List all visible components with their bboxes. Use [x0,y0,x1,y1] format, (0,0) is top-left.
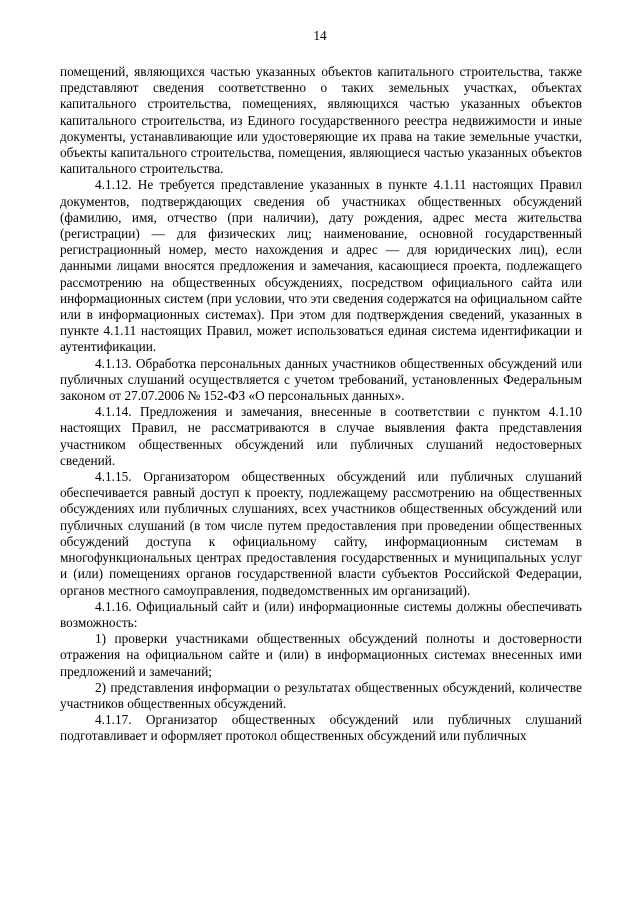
paragraph-4-1-16: 4.1.16. Официальный сайт и (или) информационные системы должны обеспечивать возможность: [60,598,582,630]
list-item-2: 2) представления информации о результатах общественных обсуждений, количестве участников общественных обсуждений. [60,679,582,711]
list-item-1: 1) проверки участниками общественных обсуждений полноты и достоверности отражения на официальном сайте и (или) в информационных системах внесенных ими предложений и замечаний; [60,631,582,679]
document-body [60,64,582,745]
paragraph-4-1-14: 4.1.14. Предложения и замечания, внесенные в соответствии с пунктом 4.1.10 настоящих Правил, не рассматриваются в случае выявления факта представления участником общественных обсуждений или публичных слушаний недостоверных сведений. [60,404,582,468]
page-number: 14 [313,28,327,43]
paragraph-4-1-12: 4.1.12. Не требуется представление указанных в пункте 4.1.11 настоящих Правил документов, подтверждающих сведения об участниках общественных обсуждений (фамилию, имя, отчество (при наличии), дату рождения, адрес места жительства (регистрации) — для физических лиц; наименование, основной государственный регистрационный номер, место нахождения и адрес — для юридических лиц), если данными лицами вносятся предложения и замечания, касающиеся проекта, подлежащего рассмотрению на общественных обсуждениях, посредством официального сайта или информационных систем (при условии, что эти сведения содержатся на официальном сайте или в информационных системах). При этом для подтверждения сведений, указанных в пункте 4.1.11 настоящих Правил, может использоваться единая система идентификации и аутентификации. [60,177,582,355]
paragraph-continuation: помещений, являющихся частью указанных объектов капитального строительства, также представляют сведения соответственно о таких земельных участках, объектах капитального строительства, помещениях, являющихся частью указанных объектов капитального строительства, из Единого государственного реестра недвижимости и иные документы, устанавливающие или удостоверяющие их права на такие земельные участки, объекты капитального строительства, помещения, являющиеся частью указанных объектов капитального строительства. [60,64,582,177]
paragraph-4-1-17: 4.1.17. Организатор общественных обсуждений или публичных слушаний подготавливает и оформляет протокол общественных обсуждений или публичных [60,712,582,744]
paragraph-4-1-15: 4.1.15. Организатором общественных обсуждений или публичных слушаний обеспечивается равный доступ к проекту, подлежащему рассмотрению на общественных обсуждениях или публичных слушаниях, всех участников общественных обсуждений или публичных слушаний (в том числе путем предоставления при проведении общественных обсуждений доступа к официальному сайту, информационным системам в многофункциональных центрах предоставления государственных и муниципальных услуг и (или) помещениях органов государственной власти субъектов Российской Федерации, органов местного самоуправления, подведомственных им организаций). [60,469,582,598]
paragraph-4-1-13: 4.1.13. Обработка персональных данных участников общественных обсуждений или публичных слушаний осуществляется с учетом требований, установленных Федеральным законом от 27.07.2006 № 152-ФЗ «О персональных данных». [60,355,582,404]
